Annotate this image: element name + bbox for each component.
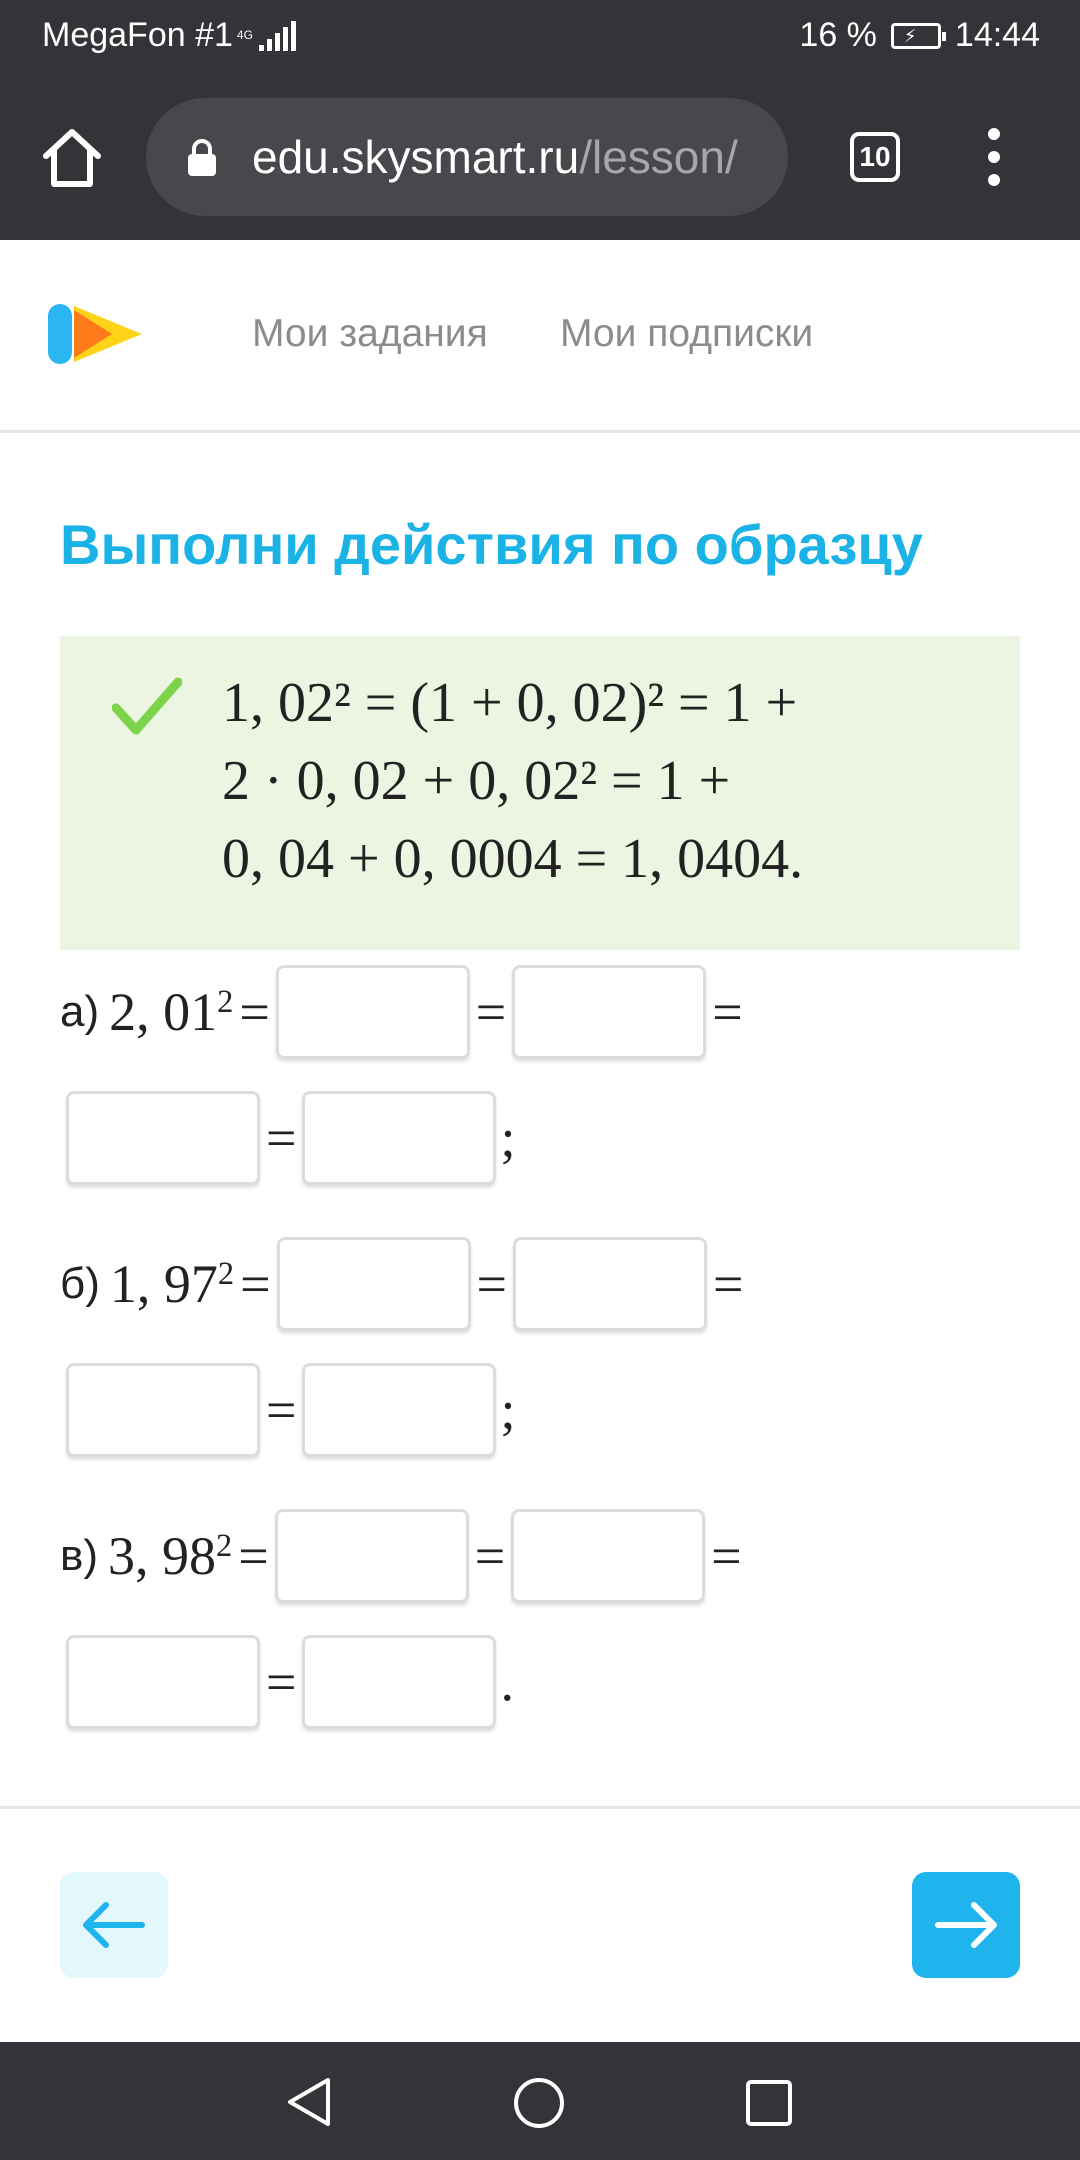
answer-input[interactable] [511,1509,705,1603]
equals-sign: = [240,1254,271,1314]
exercise-v-row2 [66,1632,514,1732]
url-host: edu.skysmart.ru [252,131,580,183]
answer-input[interactable] [302,1363,496,1457]
status-bar [0,0,1080,74]
equals-sign: = [712,982,743,1042]
checkmark-icon [112,676,182,736]
next-button[interactable] [912,1872,1020,1978]
equals-sign: = [711,1526,742,1586]
equals-sign: = [239,982,270,1042]
answer-input[interactable] [275,1509,469,1603]
answer-input[interactable] [66,1363,260,1457]
exercise-label: в) [60,1531,99,1580]
equals-sign: = [713,1254,744,1314]
carrier-name: MegaFon #1 [42,16,233,54]
equals-sign: = [266,1108,297,1168]
back-icon[interactable] [284,2076,334,2128]
answer-input[interactable] [302,1635,496,1729]
battery-percent: 16 % [799,16,877,54]
equals-sign: = [266,1380,297,1440]
answer-input[interactable] [66,1091,260,1185]
exercise-label: а) [60,987,100,1036]
punctuation: ; [500,1108,516,1168]
home-icon[interactable] [40,126,104,190]
answer-input[interactable] [66,1635,260,1729]
equals-sign: = [238,1526,269,1586]
equals-sign: = [475,982,507,1042]
equals-sign: = [474,1526,506,1586]
exercise-label: б) [60,1259,100,1308]
example-line-2: 2 · 0, 02 + 0, 02² = 1 + [222,750,731,812]
recents-icon[interactable] [744,2078,794,2128]
system-nav-bar [0,2042,1080,2160]
battery-icon: ⚡ [891,23,941,49]
footer-divider [0,1806,1080,1809]
arrow-left-icon [60,1872,168,1978]
punctuation: . [500,1652,514,1712]
exercise-expression: 2, $01^2$ [109,982,234,1042]
answer-input[interactable] [512,965,706,1059]
exercise-a-row1 [60,962,749,1062]
example-solution [222,664,803,898]
answer-input[interactable] [277,1237,471,1331]
exercise-v-row1 [60,1506,748,1606]
url-text[interactable] [252,130,738,184]
lock-icon [186,138,218,176]
answer-input[interactable] [513,1237,707,1331]
app-header [0,240,1080,433]
example-line-3: 0, 04 + 0, 0004 = 1, 0404. [222,828,804,890]
example-line-1: 1, 02² = (1 + 0, 02)² = 1 + [222,672,798,734]
punctuation: ; [500,1380,516,1440]
home-nav-icon[interactable] [512,2076,566,2130]
clock: 14:44 [954,16,1040,54]
previous-button[interactable] [60,1872,168,1978]
equals-sign: = [266,1652,297,1712]
exercise-expression: 3, $98^2$ [108,1526,233,1586]
exercise-a-row2 [66,1088,515,1188]
answer-input[interactable] [276,965,470,1059]
skysmart-logo[interactable] [48,300,144,368]
task-title: Выполни действия по образцу [60,513,923,576]
signal-icon [259,21,296,51]
nav-my-tasks[interactable]: Мои задания [252,312,488,355]
example-box [60,636,1020,950]
address-bar[interactable] [146,98,788,216]
equals-sign: = [476,1254,507,1314]
url-path: /lesson/ [579,131,738,183]
exercise-b-row2 [66,1360,515,1460]
arrow-right-icon [912,1872,1020,1978]
nav-my-subscriptions[interactable]: Мои подписки [560,312,814,355]
browser-toolbar [0,74,1080,240]
exercise-b-row1 [60,1234,749,1334]
more-menu-icon[interactable] [982,122,1006,194]
answer-input[interactable] [302,1091,496,1185]
exercise-expression: 1, $97^2$ [109,1254,235,1314]
tab-switcher-button[interactable]: 10 [850,132,900,182]
network-type: 4G [236,28,253,42]
